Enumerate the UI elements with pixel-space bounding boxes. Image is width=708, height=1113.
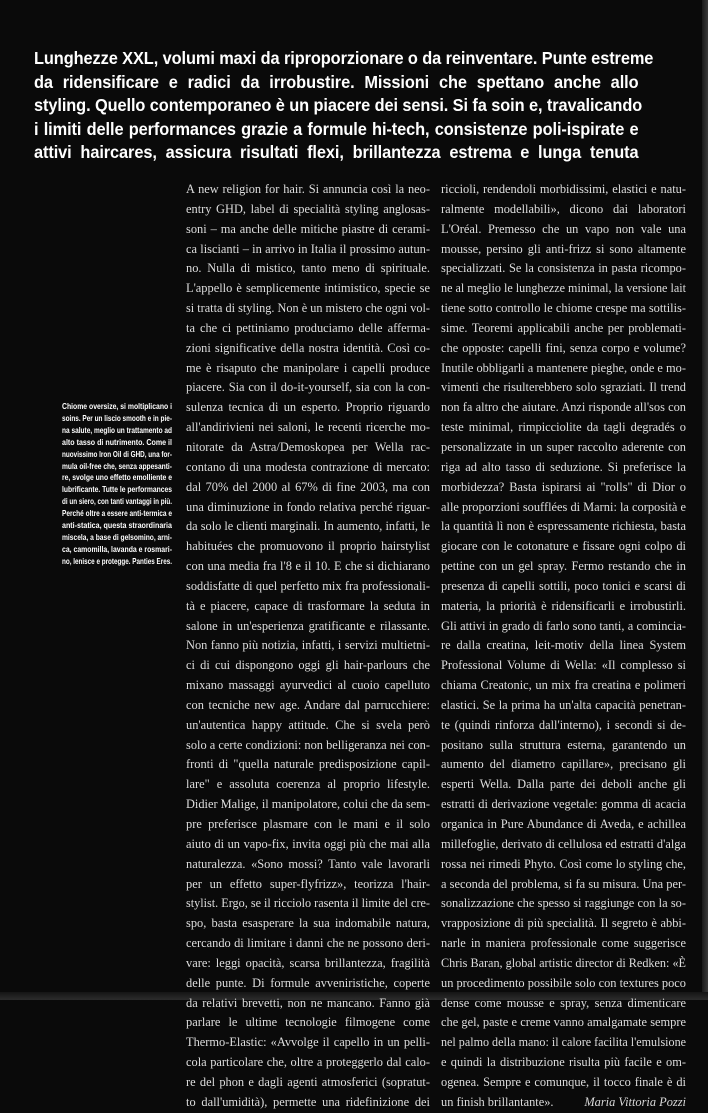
text-line: cola particolare che, oltre a proteggerlo dal calo-	[186, 1055, 430, 1070]
headline-line: da ridensificare e radici da irrobustire. Missioni che spettano anche allo	[34, 71, 639, 92]
author-signature: Maria Vittoria Pozzi	[584, 1094, 686, 1109]
article-column-2-lines	[441, 180, 686, 1093]
text-line: lare" e assoluta coerenza al proprio lifestyle.	[186, 777, 430, 792]
text-line: organica in Pure Abundance di Aveda, e achillea	[441, 817, 686, 831]
text-line: Inutile obbligarli a mantenere pieghe, onde e mo-	[441, 360, 686, 375]
text-line: estratti di derivazione vegetale: gomma di acacia	[441, 797, 686, 812]
text-line: contano di una modesta contrazione di mercato:	[186, 459, 430, 474]
text-line: salone in un'esperienza gratificante e rilassante.	[186, 618, 430, 633]
article-column-1	[186, 180, 430, 1113]
text-line: ogenea. Sempre e comunque, il tocco finale è di	[441, 1074, 686, 1089]
text-line: che gel, paste e creme vanno amalgamate sempre	[441, 1015, 686, 1030]
text-line: Chris Baran, global artistic director di Redken: «È	[441, 955, 687, 970]
text-line: naturalezza. «Sono mossi? Tanto vale lavorarli	[186, 856, 430, 871]
text-line: teste minimal, rimpicciolite da tagli degradés o	[441, 420, 686, 435]
text-line: parlare le ultime tecnologie filmogene come	[186, 1015, 430, 1030]
text-line: to dall'umidità), permette una ridefinizione dei	[186, 1094, 430, 1109]
text-line: soni – ma anche delle mitiche piastre di cerami-	[186, 221, 430, 236]
text-line: materia, la priorità è ridensificarli e irrobustirli.	[441, 598, 686, 613]
text-line: aiuto di un vapo-fix, invita oggi più che mai alla	[186, 836, 430, 851]
article-headline	[34, 47, 654, 165]
text-line: tà e piacere, capace di trasformare la seduta in	[186, 598, 430, 613]
sidebar-line: lubrificante. Tutte le performances	[62, 485, 172, 495]
sidebar-line: no, lenisce e protegge. Panties Eres.	[62, 556, 173, 566]
text-line: con tecniche new age. Andare dal parrucchiere:	[186, 697, 430, 712]
text-line: te (quindi rinforza dall'interno), i secondi si de-	[441, 717, 686, 732]
text-line: specializzati. Se la consistenza in pasta ricompo-	[441, 261, 686, 276]
closing-text: un finish brillantante».	[441, 1094, 554, 1109]
text-line: re del phon e dagli agenti atmosferici (sopratut-	[186, 1074, 430, 1089]
sidebar-line: Chiome oversize, si moltiplicano i	[62, 402, 173, 411]
text-line: delle punte. Di formule avveniristiche, coperte	[186, 975, 430, 990]
text-line: un'autentica happy attitude. Che si svela però	[186, 717, 430, 732]
text-line: spo, basta esasperare la sua indomabile natura,	[186, 916, 430, 931]
text-line: solo a certe condizioni: non belligeranza nei con-	[186, 737, 430, 752]
text-line: mixano massaggi ayurvedici al cuoio capelluto	[186, 678, 430, 693]
text-line: pettine con un gel spray. Fermo restando che in	[441, 559, 686, 574]
text-line: soddisfatte di quel perfetto mix fra professionali-	[186, 578, 430, 593]
sidebar-line: anti-statica, questa straordinaria	[62, 521, 173, 531]
text-line: vimenti che risulterebbero solo sgraziati. Il trend	[441, 380, 686, 395]
text-line: non fa altro che aiutare. Anzi risponde all'sos con	[441, 400, 686, 415]
text-line: con una media fra l'8 e il 10. E che si dichiarano	[186, 559, 430, 574]
text-line: piacere. Sia con il do-it-yourself, sia con la con-	[186, 380, 430, 395]
text-line: Professional Volume di Wella: «Il complesso si	[441, 658, 686, 673]
text-line: stylist. Ergo, se il ricciolo rasenta il limite del cre-	[186, 896, 431, 911]
text-line: che opposte: capelli fini, senza corpo e volume?	[441, 340, 686, 355]
text-line: dense come mousse e spray, senza dimenticare	[441, 995, 686, 1010]
text-line: elastici. Se la prima ha un'alta capacità penetran-	[441, 697, 686, 712]
text-line: ne al meglio le lunghezze minimal, la versione lait	[441, 281, 686, 296]
headline-line: i limiti delle performances grazie a formule hi-tech, consistenze poli-ispirate e	[34, 118, 639, 139]
text-line: fronti di "quella naturale predisposizione capil-	[186, 757, 430, 772]
text-line: entry GHD, label di specialità styling anglosas-	[186, 201, 430, 216]
sidebar-caption	[62, 401, 172, 568]
text-line: all'andirivieni nei saloni, le recenti ricerche mo-	[186, 420, 430, 435]
text-line: la quantità lì non è espressamente richiesta, basta	[441, 519, 686, 534]
text-line: Gli attivi in grado di farlo sono tanti, a comincia-	[441, 618, 686, 633]
text-line: una diminuzione in fondo relativa perché riguar-	[186, 499, 430, 514]
text-line: esperti Wella. Dalla parte dei deboli anche gli	[441, 777, 686, 792]
text-line: alle proporzioni soufflées di Marni: la corposità e	[441, 499, 687, 514]
text-line: ta che ci pettiniamo produciamo delle afferma-	[186, 320, 430, 335]
text-line: rossa nei rimedi Phyto. Così come lo styling che,	[441, 856, 686, 871]
page-edge	[702, 0, 708, 1000]
text-line: un procedimento possibile solo con textures poco	[441, 975, 686, 990]
text-line: aumento del diametro capillare», precisano gli	[441, 757, 686, 772]
text-line: per un effetto super-flyfrizz», teorizza l'hair-	[186, 876, 430, 891]
text-line: sulenza tecnica di un esperto. Proprio riguardo	[186, 400, 430, 415]
text-line: Non fanno più notizia, infatti, i servizi multietni-	[186, 638, 430, 653]
text-line: presenza di capelli sottili, poco tonici e scarsi di	[441, 578, 686, 593]
text-line: tiene sotto controllo le chiome crespe ma sottilis-	[441, 301, 686, 316]
sidebar-line: na salute, meglio un trattamento ad	[62, 425, 173, 435]
sidebar-line: ca, camomilla, lavanda e rosmari-	[62, 544, 173, 554]
sidebar-line: re, svolge uno effetto emolliente e	[62, 473, 173, 483]
text-line: sonalizzazione che spesso si raggiunge con la so-	[441, 896, 686, 911]
text-line: si tratta di styling. Non è un mistero che ogni vol-	[186, 301, 431, 316]
sidebar-line: miscela, a base di gelsomino, arni-	[62, 532, 173, 542]
text-line: dal 70% del 2000 al 67% di fine 2003, ma con	[186, 479, 430, 494]
sidebar-line: alto tasso di nutrimento. Come il	[62, 437, 172, 447]
text-line: morbidezza? Basta ispirarsi ai "rolls" di Dior o	[441, 479, 686, 494]
text-line: cercando di limitare i danni che ne possono deri-	[186, 936, 430, 951]
text-line: a seconda del problema, si fa su misura. Una per-	[441, 876, 686, 891]
text-line: positano sulla struttura esterna, garantendo un	[441, 737, 686, 752]
text-line: L'appello è semplicemente intimistico, specie se	[186, 281, 430, 296]
text-line: vare: leggi opacità, scarsa brillantezza, fragilità	[186, 955, 430, 970]
sidebar-line: Perché oltre a essere anti-termica e	[62, 509, 173, 519]
article-column-2	[441, 180, 686, 1113]
text-line: da relativi brevetti, non ne mancano. Fanno già	[186, 995, 430, 1010]
text-line: riccioli, rendendoli morbidissimi, elastici e natu-	[441, 182, 686, 196]
text-line: nel palmo della mano: il calore facilita l'emulsione	[441, 1035, 687, 1050]
text-line: Thermo-Elastic: «Avvolge il capello in un pelli-	[186, 1035, 430, 1050]
text-line: ci di cui dispongono oggi gli hair-parlours che	[186, 658, 430, 673]
text-line: no. Nulla di mistico, tanto meno di spirituale.	[186, 261, 430, 276]
text-line: giocare con le cotonature e fissare ogni colpo di	[441, 539, 686, 554]
text-line: narle in maniera professionale come suggerisce	[441, 936, 686, 951]
text-line: L'Oréal. Premesso che un vapo non vale una	[441, 221, 686, 236]
text-line: vrapposizione di più specialità. Il segreto è abbi-	[441, 916, 686, 931]
text-line: sime. Teoremi applicabili anche per problemati-	[441, 320, 686, 335]
text-line: ralmente modellabili», dicono dai laboratori	[441, 201, 686, 216]
text-line: nitorate da Astra/Demoskopea per Wella rac-	[186, 439, 430, 454]
text-line: mousse, persino gli anti-frizz si sono altamente	[441, 241, 686, 256]
text-line: A new religion for hair. Si annuncia così la neo-	[186, 182, 430, 196]
text-line: da solo le clienti marginali. In aumento, infatti, le	[186, 519, 431, 534]
text-line: ca liscianti – in arrivo in Italia il prossimo autun-	[186, 241, 430, 256]
text-line: personalizzate in un super raccolto aderente con	[441, 439, 686, 454]
text-line: re dalla creatina, leit-motiv della linea System	[441, 638, 686, 653]
sidebar-line: di un siero, con tanti vantaggi in più.	[62, 497, 172, 507]
text-line: millefoglie, derivato di cellulosa ed estratti d'alga	[441, 836, 686, 851]
sidebar-line: mula oil-free che, senza appesanti-	[62, 461, 172, 471]
closing-line	[441, 1093, 686, 1113]
text-line: Didier Malige, il manipolatore, colui che da sem-	[186, 797, 431, 812]
text-line: pre preferisce plasmare con le mani e il solo	[186, 817, 430, 831]
sidebar-line: soins. Per un liscio smooth e in pie-	[62, 413, 173, 423]
headline-line: Lunghezze XXL, volumi maxi da riproporzionare o da reinventare. Punte estreme	[34, 48, 654, 68]
sidebar-line: nuovissimo Iron Oil di GHD, una for-	[62, 449, 172, 459]
text-line: e quindi la distribuzione risulta più facile e om-	[441, 1055, 686, 1070]
text-line: me è risaputo che manipolare i capelli produce	[186, 360, 430, 375]
text-line: riga ad alto tasso di seduzione. Si preferisce la	[441, 459, 686, 474]
text-line: zioni significative della nostra identità. Così co-	[186, 340, 430, 355]
headline-line: styling. Quello contemporaneo è un piacere dei sensi. Si fa soin e, travalicando	[34, 95, 643, 115]
text-line: chiama Creatonic, un mix fra creatina e polimeri	[441, 678, 686, 693]
headline-line: attivi haircares, assicura risultati flexi, brillantezza estrema e lunga tenuta	[34, 142, 639, 162]
text-line: habituées che promuovono il proprio hairstylist	[186, 539, 430, 554]
